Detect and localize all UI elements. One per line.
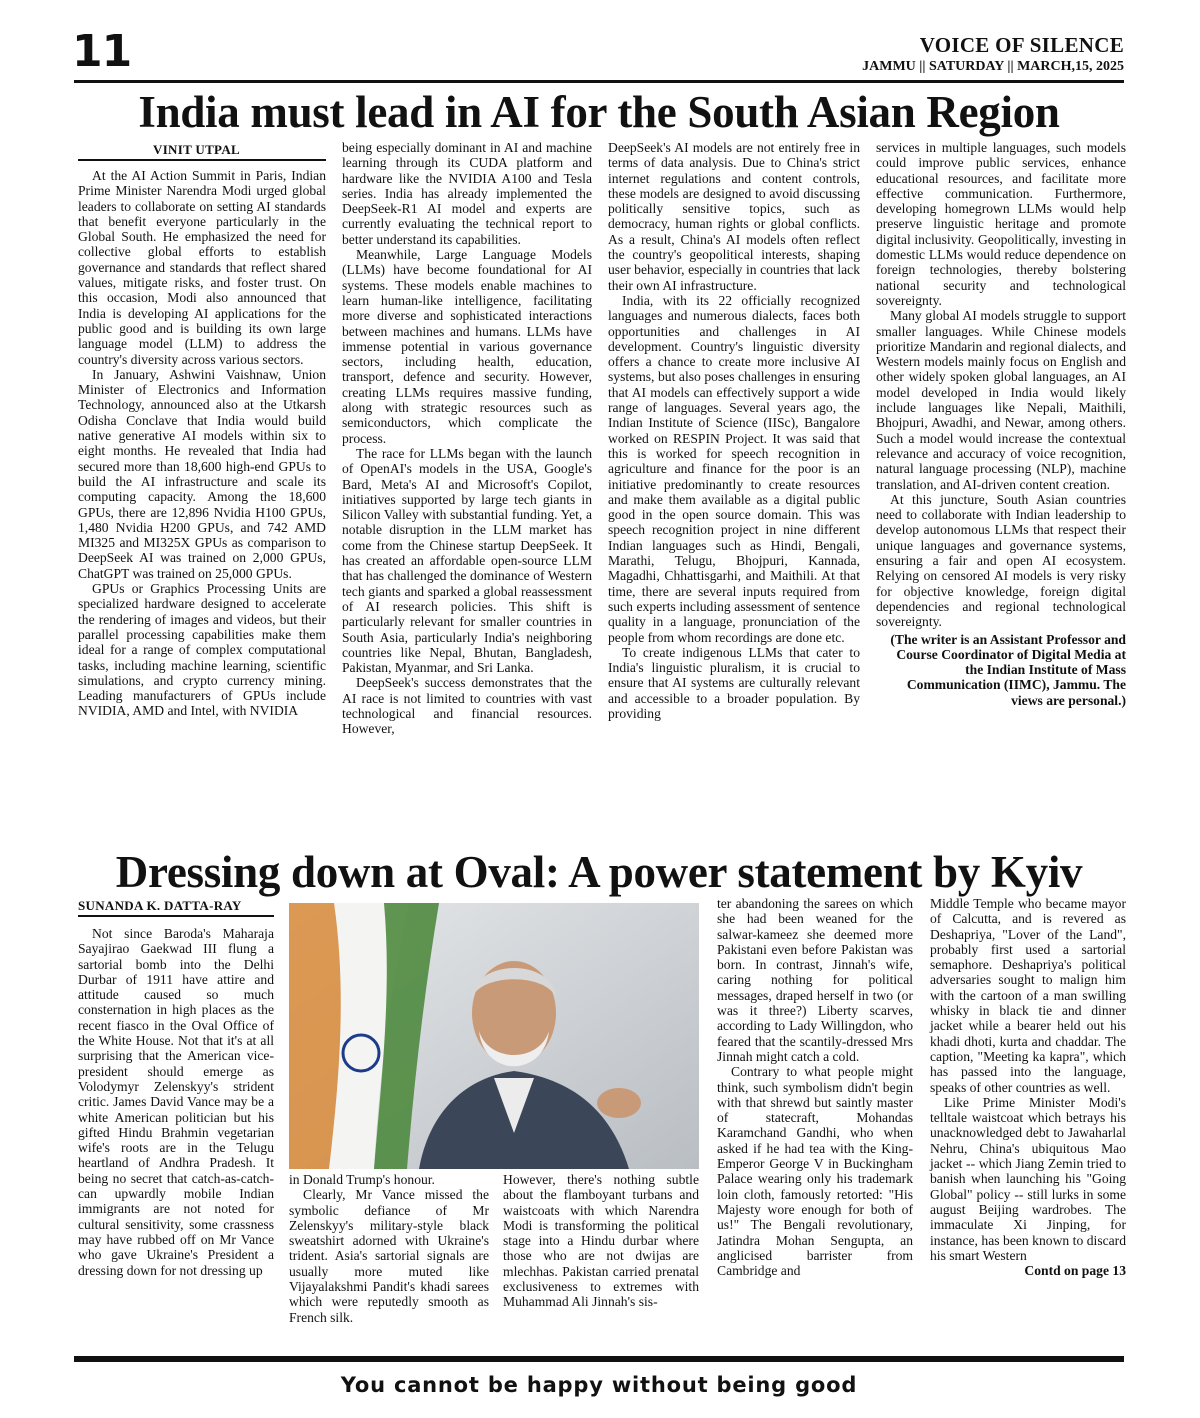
paragraph: DeepSeek's success demonstrates that the AI race is not limited to countries with vast technological and financial resources. However, bbox=[342, 675, 592, 737]
paragraph: At this juncture, South Asian countries need to collaborate with Indian leadership to develop autonomous LLMs that respect their unique languages and governance systems, ensuring a fair and open AI ecosystem. Relying on censored AI models is very risky for objective knowledge, foreign digital dependencies and regional technological sovereignty. bbox=[876, 491, 1126, 630]
article2-column-2 bbox=[289, 1172, 489, 1325]
article2-byline: SUNANDA K. DATTA-RAY bbox=[78, 898, 274, 917]
author-credit-text: (The writer is an Assistant Professor and Course Coordinator of Digital Media at the Indian Institute of Mass Communication (IIMC), Jammu. The views are personal.) bbox=[890, 631, 1126, 708]
paragraph: Like Prime Minister Modi's telltale waistcoat which betrays his unacknowledged debt to Jawaharlal Nehru, China's ubiquitous Mao jacket -- which Jiang Zemin tried to banish when launching his "Going Global" policy -- still lurks in some august Beijing wardrobes. The immaculate Xi Jinping, for instance, has been known to discard his smart Western bbox=[930, 1094, 1126, 1263]
article2-column-5 bbox=[930, 896, 1126, 1278]
paragraph: Clearly, Mr Vance missed the symbolic defiance of Mr Zelenskyy's military-style black sweatshirt adorned with Ukraine's trident. Asia's sartorial signals are usually more muted like Vijayalakshmi Pandit's khadi sarees which were reputedly smooth as French silk. bbox=[289, 1187, 489, 1325]
continued-notice: Contd on page 13 bbox=[1024, 1263, 1126, 1279]
author-credit bbox=[876, 632, 1126, 708]
paragraph: At the AI Action Summit in Paris, Indian Prime Minister Narendra Modi urged global leaders to collaborate on setting AI standards that benefit everyone particularly in the Global South. He emphasized the need for collective global efforts to establish governance and standards that reflect shared values, mitigate risks, and foster trust. On this occasion, Modi also announced that India is developing AI applications for the public good and is building its own large language model (LLM) to address the country's diversity across various sectors. bbox=[78, 168, 326, 367]
paragraph: In January, Ashwini Vaishnaw, Union Minister of Electronics and Information Technology, announced also at the Utkarsh Odisha Conclave that India would build native generative AI models within six to eight months. He revealed that India had secured more than 18,600 high-end GPUs to build the AI infrastructure and scale its computing capacity. Among the 18,600 GPUs, there are 12,896 Nvidia H100 GPUs, 1,480 Nvidia H200 GPUs, and 742 AMD MI325 and MI325X GPUs as comparison to DeepSeek AI was trained on 2,000 GPUs, ChatGPT was trained on 25,000 GPUs. bbox=[78, 366, 326, 581]
footer-slogan: You cannot be happy without being good bbox=[340, 1373, 858, 1397]
paragraph: GPUs or Graphics Processing Units are specialized hardware designed to accelerate the rendering of images and videos, but their parallel processing capabilities make them ideal for a range of complex computational tasks, including machine learning, scientific simulations, and crypto currency mining. Leading manufacturers of GPUs include NVIDIA, AMD and Intel, with NVIDIA bbox=[78, 581, 326, 719]
paragraph: in Donald Trump's honour. bbox=[289, 1172, 435, 1187]
paragraph: services in multiple languages, such models could improve public services, enhance educational resources, and facilitate more effective communication. Furthermore, developing homegrown LLMs would help preserve linguistic heritage and promote digital inclusivity. Geopolitically, investing in domestic LLMs would reduce dependence on foreign technologies, thereby bolstering national security and technological sovereignty. bbox=[876, 140, 1126, 308]
paragraph: Meanwhile, Large Language Models (LLMs) have become foundational for AI systems. These models enable machines to learn human-like intelligence, facilitating more diverse and sophisticated interactions between machines and humans. LLMs have immense potential in various governance sectors, including health, education, transport, defence and security. However, creating LLMs requires massive funding, along with strategic resources such as semiconductors, which complicate the process. bbox=[342, 247, 592, 446]
portrait-image bbox=[289, 903, 699, 1169]
article-photo bbox=[289, 903, 699, 1169]
paragraph: Many global AI models struggle to support smaller languages. While Chinese models prioritize Mandarin and regional dialects, and Western models mainly focus on English and other widely spoken global languages, an AI model developed in India would likely include languages like Nepali, Maithili, Bhojpuri, Awadhi, and Newar, among others. Such a model would increase the contextual relevance and accuracy of voice recognition, natural language processing (NLP), machine translation, and AI-driven content creation. bbox=[876, 308, 1126, 492]
newspaper-name: VOICE OF SILENCE bbox=[919, 33, 1124, 57]
paragraph: Middle Temple who became mayor of Calcutta, and is revered as Deshapriya, "Lover of the Land", probably first used a sartorial semaphore. Deshapriya's political adversaries sought to malign him with the cartoon of a man swilling whisky in black tie and dinner jacket while a bearer held out his khadi dhoti, kurta and chaddar. The caption, "Meeting ka kapra", which has passed into the language, speaks of other countries as well. bbox=[930, 896, 1126, 1095]
paragraph: India, with its 22 officially recognized languages and numerous dialects, faces both opportunities and challenges in AI development. Country's linguistic diversity offers a chance to create more inclusive AI systems, but also poses challenges in ensuring that AI models can effectively support a wide range of languages. Several years ago, the Indian Institute of Science (IISc), Bangalore worked on RESPIN Project. It was said that this is worked for speech recognition in agriculture and finance for the poor is an initiative predominantly to create resources and make them available as a digital public good in the open source domain. This was speech recognition project in nine different Indian languages such as Hindi, Bengali, Marathi, Telugu, Bhojpuri, Kannada, Magadhi, Chhattisgarhi, and Maithili. At that time, there are several inputs required from such experts including assessment of sentence quality in a language, pronunciation of the people from whom recordings are done etc. bbox=[608, 292, 860, 645]
top-rule bbox=[74, 80, 1124, 83]
article2-column-1 bbox=[78, 926, 274, 1278]
article1-column-3 bbox=[608, 140, 860, 721]
paragraph: To create indigenous LLMs that cater to India's linguistic pluralism, it is crucial to ensure that AI systems are culturally relevant and accessible to a broader population. By providing bbox=[608, 644, 860, 721]
paragraph: ter abandoning the sarees on which she had been weaned for the salwar-kameez she deemed more Pakistani even before Pakistan was born. In contrast, Jinnah's wife, caring nothing for political messages, draped herself in two (or was it three?) Liberty scarves, according to Lady Willingdon, who feared that the scantily-dressed Mrs Jinnah might catch a cold. bbox=[717, 896, 913, 1064]
article1-byline: VINIT UTPAL bbox=[78, 142, 326, 161]
article2-column-4 bbox=[717, 896, 913, 1278]
article2-headline: Dressing down at Oval: A power statement by Kyiv bbox=[115, 847, 1083, 897]
paragraph: being especially dominant in AI and machine learning through its CUDA platform and hardware like the NVIDIA A100 and Tesla series. India has already implemented the DeepSeek-R1 AI model and experts are currently evaluating the technical report to better understand its capabilities. bbox=[342, 140, 592, 247]
masthead bbox=[862, 34, 1124, 76]
article1-headline: India must lead in AI for the South Asian Region bbox=[138, 87, 1060, 137]
paragraph: However, there's nothing subtle about the flamboyant turbans and waistcoats with which Narendra Modi is transforming the political stage into a Hindu durbar where those who are not dwijas are mlechhas. Pakistan carried prenatal exclusiveness to extremes with Muhammad Ali Jinnah's sis- bbox=[503, 1172, 699, 1310]
article1-column-4 bbox=[876, 140, 1126, 708]
page-number: 11 bbox=[72, 26, 132, 77]
paragraph: DeepSeek's AI models are not entirely free in terms of data analysis. Due to China's strict internet regulations and content controls, these models are designed to avoid discussing politically sensitive topics, such as democracy, human rights or global conflicts. As a result, China's AI models often reflect the country's geopolitical interests, shaping user behavior, especially in countries that lack their own AI infrastructure. bbox=[608, 140, 860, 293]
article2-column-3 bbox=[503, 1172, 699, 1310]
paragraph: Not since Baroda's Maharaja Sayajirao Gaekwad III flung a sartorial bomb into the Delhi Durbar of 1911 have attire and attitude caused so much consternation in high places as the recent fiasco in the Oval Office of the White House. Not that it's at all surprising that the American vice-president should emerge as Volodymyr Zelenskyy's strident critic. James David Vance may be a white American politician but his gifted Hindu Brahmin vegetarian wife's roots are in the Telugu heartland of Andhra Pradesh. It being no secret that catch-as-catch-can upwardly mobile Indian immigrants are not noted for cultural sensitivity, some crassness may have rubbed off on Mr Vance who gave Ukraine's President a dressing down for not dressing up bbox=[78, 926, 274, 1278]
article1-column-2 bbox=[342, 140, 592, 737]
bottom-rule bbox=[74, 1356, 1124, 1362]
dateline: JAMMU || SATURDAY || MARCH,15, 2025 bbox=[862, 59, 1124, 74]
paragraph: Contrary to what people might think, such symbolism didn't begin with that shrewd but saintly master of statecraft, Mohandas Karamchand Gandhi, who when asked if he had tea with the King-Emperor George V in Buckingham Palace wearing only his trademark loin cloth, famously retorted: "His Majesty wore enough for both of us!" The Bengali revolutionary, Jatindra Mohan Sengupta, an anglicised barrister from Cambridge and bbox=[717, 1064, 913, 1279]
article1-column-1 bbox=[78, 168, 326, 719]
paragraph: The race for LLMs began with the launch of OpenAI's models in the USA, Google's Bard, Meta's AI and Microsoft's Copilot, initiatives supported by large tech giants in Silicon Valley with substantial funding. Yet, a notable disruption in the LLM market has come from the Chinese startup DeepSeek. It has created an affordable open-source LLM that has challenged the dominance of Western tech giants and sparked a global reassessment of AI research policies. This shift is particularly relevant for smaller countries in South Asia, particularly India's neighboring countries like Nepal, Bhutan, Bangladesh, Pakistan, Myanmar, and Sri Lanka. bbox=[342, 445, 592, 676]
